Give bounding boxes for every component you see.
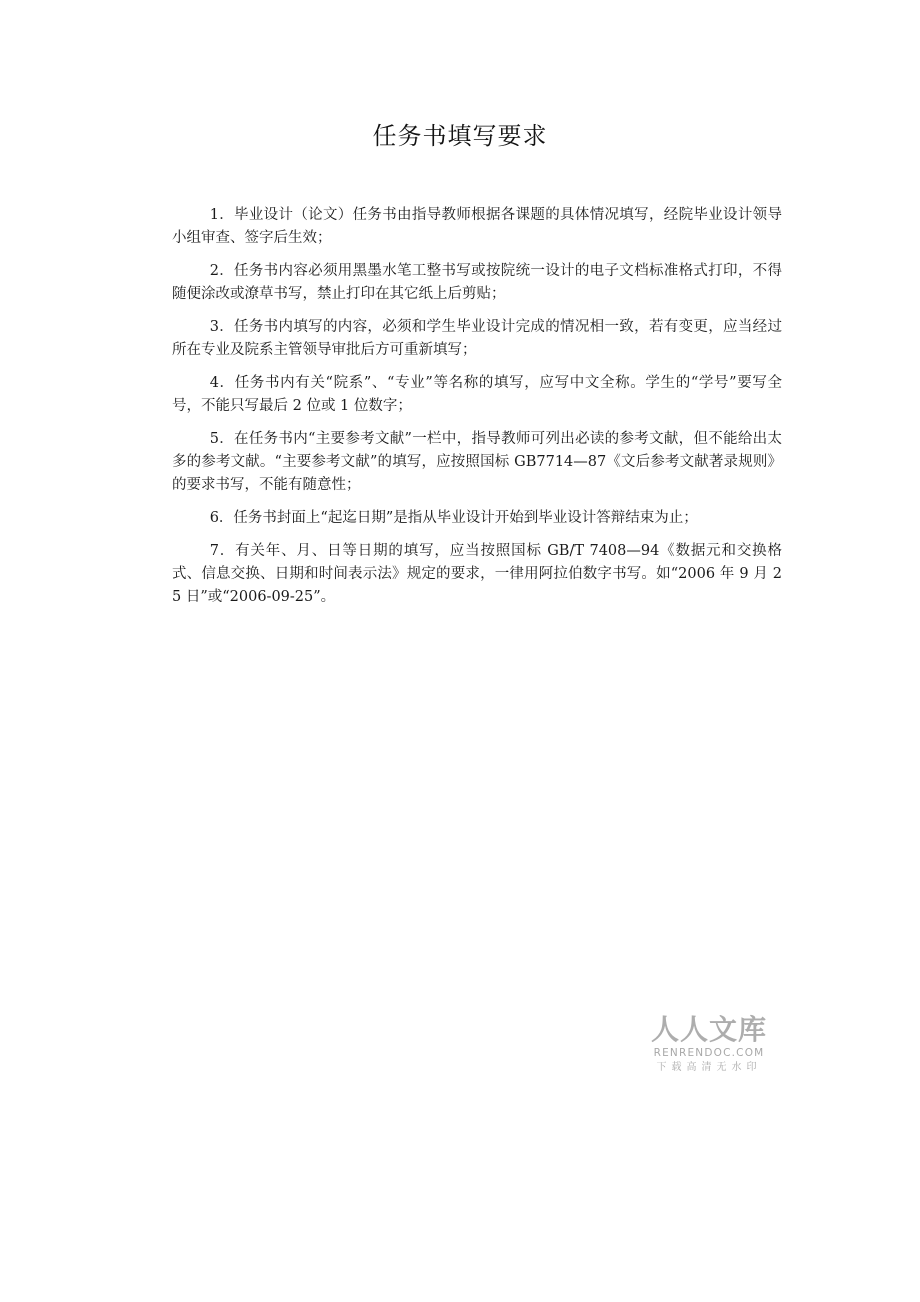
requirement-item-7: 7．有关年、月、日等日期的填写，应当按照国标 GB/T 7408—94《数据元和交换格式、信息交换、日期和时间表示法》规定的要求，一律用阿拉伯数字书写。如“2006 年 9 月 25 日”或“2006-09-25”。 (172, 543, 782, 605)
requirement-item-2: 2．任务书内容必须用黑墨水笔工整书写或按院统一设计的电子文档标准格式打印，不得随便涂改或潦草书写，禁止打印在其它纸上后剪贴； (172, 263, 782, 302)
page-title: 任务书填写要求 (372, 122, 548, 150)
watermark-logo (646, 1014, 772, 1075)
requirement-item-5: 5．在任务书内“主要参考文献”一栏中，指导教师可列出必读的参考文献，但不能给出太多的参考文献。“主要参考文献”的填写，应按照国标 GB7714—87《文后参考文献著录规则》的要求书写，不能有随意性； (172, 431, 782, 493)
watermark-tagline: 下载高清无水印 (656, 1062, 762, 1073)
requirement-item-1: 1．毕业设计（论文）任务书由指导教师根据各课题的具体情况填写，经院毕业设计领导小组审查、签字后生效； (172, 207, 782, 246)
watermark-name: 人人文库 (650, 1013, 767, 1046)
requirement-item-4: 4．任务书内有关“院系”、“专业”等名称的填写，应写中文全称。学生的“学号”要写全号，不能只写最后 2 位或 1 位数字； (172, 375, 782, 414)
watermark-domain: RENRENDOC.COM (653, 1047, 765, 1059)
requirement-item-6: 6．任务书封面上“起迄日期”是指从毕业设计开始到毕业设计答辩结束为止； (209, 510, 698, 526)
requirements-list (172, 204, 782, 619)
requirement-item-3: 3．任务书内填写的内容，必须和学生毕业设计完成的情况相一致，若有变更，应当经过所在专业及院系主管领导审批后方可重新填写； (172, 319, 782, 358)
